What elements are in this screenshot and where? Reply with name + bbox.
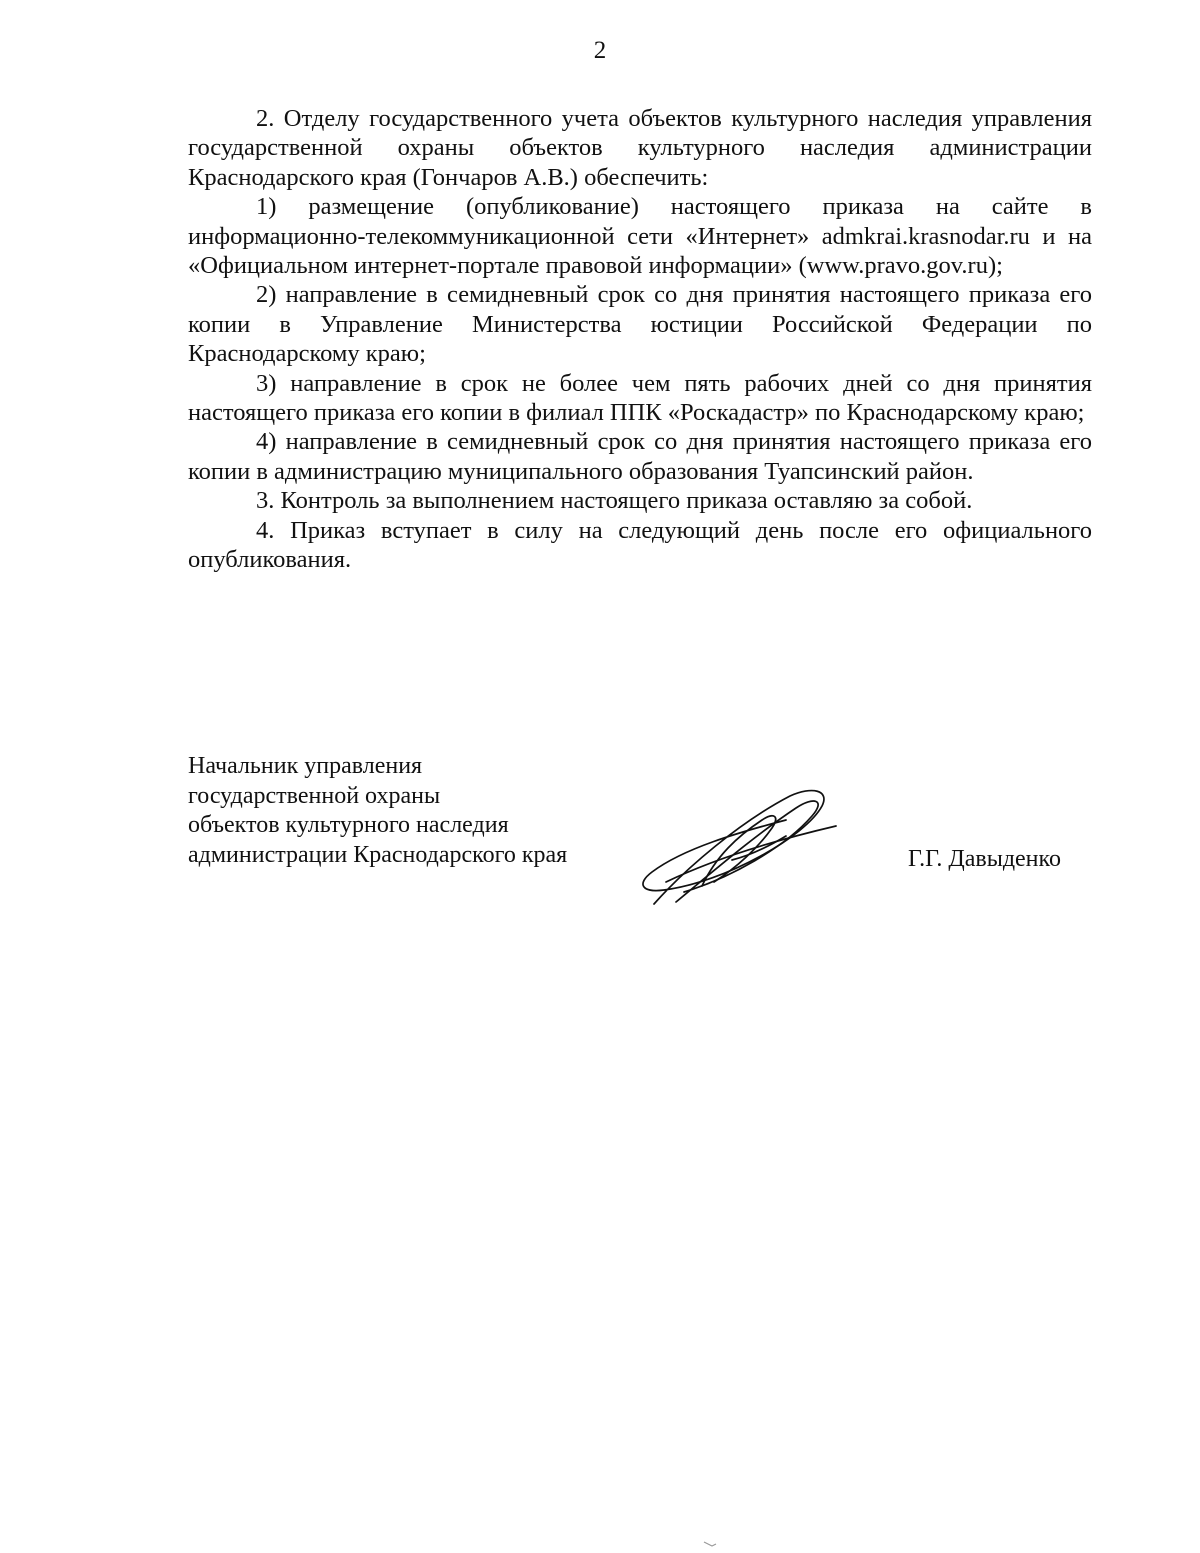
signatory-position-line: администрации Краснодарского края [188, 841, 568, 868]
signatory-position-line: объектов культурного наследия [188, 812, 509, 839]
signatory-position-line: Начальник управления [188, 753, 423, 779]
paragraph-subitem-2: 2) направление в семидневный срок со дня принятия настоящего приказа его копии в Управление Министерства юстиции Российской Федерации по Краснодарскому краю; [188, 281, 1092, 368]
signatory-name: Г.Г. Давыденко [908, 846, 1061, 872]
paragraph-item-2: 2. Отделу государственного учета объектов культурного наследия управления государственной охраны объектов культурного наследия администрации Краснодарского края (Гончаров А.В.) обеспечить: [188, 105, 1092, 191]
paragraph-item-3: 3. Контроль за выполнением настоящего приказа оставляю за собой. [256, 487, 973, 515]
paragraph-subitem-4: 4) направление в семидневный срок со дня принятия настоящего приказа его копии в администрацию муниципального образования Туапсинский район. [188, 428, 1092, 485]
handwritten-signature [636, 786, 840, 912]
document-body [188, 104, 1092, 575]
paragraph-item-4: 4. Приказ вступает в силу на следующий день после его официального опубликования. [188, 516, 1092, 574]
paragraph-subitem-1: 1) размещение (опубликование) настоящего приказа на сайте в информационно-телекоммуникационной сети «Интернет» admkrai.krasnodar.ru и на «Официальном интернет-портале правовой информации» (www.pravo.gov.ru); [188, 193, 1092, 280]
page-number: 2 [593, 37, 607, 64]
signatory-position-line: государственной охраны [188, 782, 441, 809]
signatory-position [188, 752, 567, 870]
scan-speck [702, 1540, 718, 1550]
paragraph-subitem-3: 3) направление в срок не более чем пять рабочих дней со дня принятия настоящего приказа его копии в филиал ППК «Роскадастр» по Краснодарскому краю; [188, 369, 1092, 427]
